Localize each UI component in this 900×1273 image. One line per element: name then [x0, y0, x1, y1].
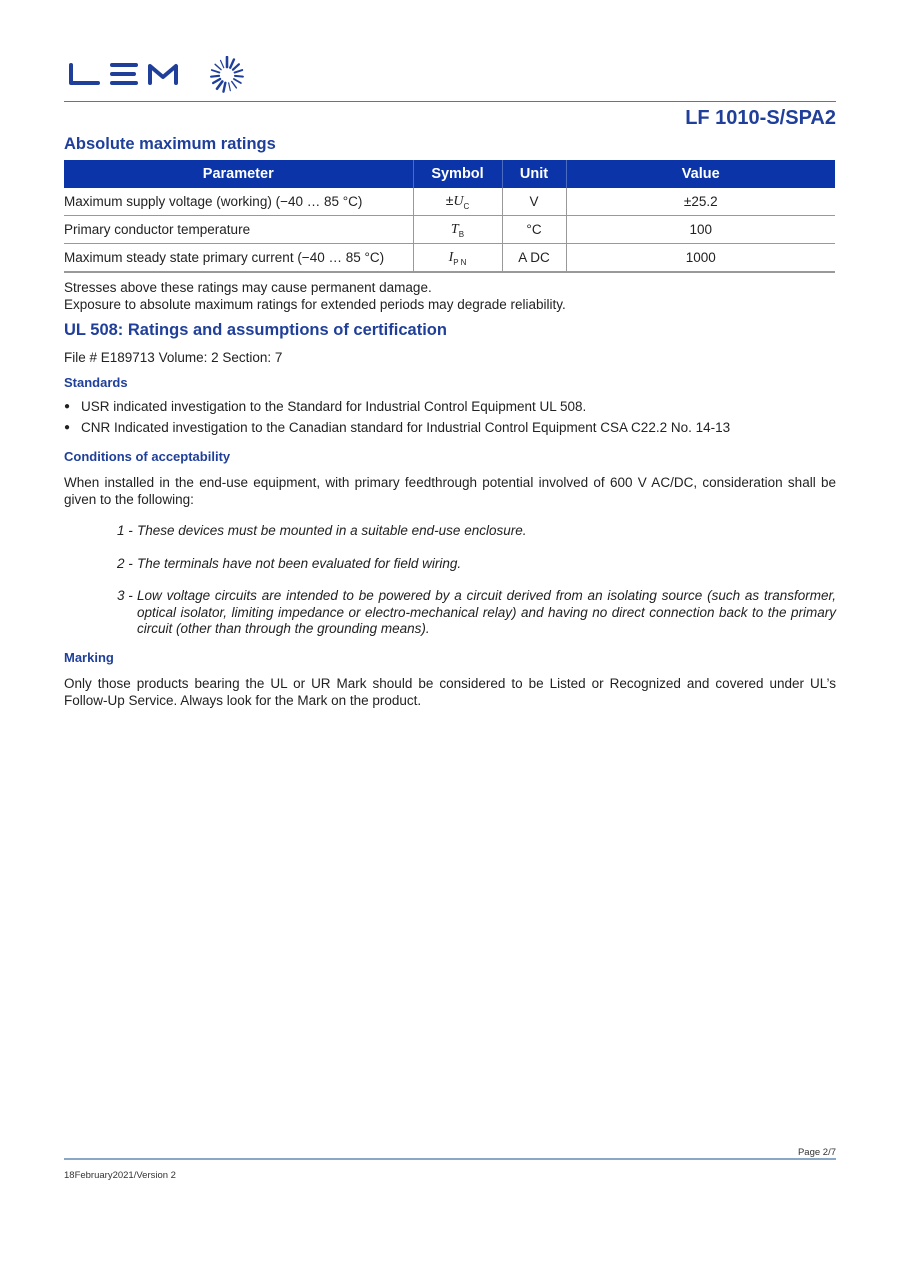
col-header-value: Value: [566, 160, 835, 188]
list-item: ● CNR Indicated investigation to the Canadian standard for Industrial Control Equipment CSA C22.2 No. 14-13: [64, 419, 730, 440]
product-title: LF 1010-S/SPA2: [685, 107, 836, 129]
cell-symbol: $T_B$: [413, 216, 502, 244]
abs-max-table: [64, 160, 835, 273]
col-header-unit: Unit: [502, 160, 566, 188]
page-number: Page 2/7: [797, 1147, 836, 1158]
table-header-row: [64, 160, 835, 188]
cell-value: 1000: [566, 244, 835, 273]
marking-text: Only those products bearing the UL or UR Mark should be considered to be Listed or Recognized and covered under UL’s Follow-Up Service. Always look for the Mark on the product.: [64, 676, 836, 708]
cell-symbol: $\pm U_C$: [413, 188, 502, 216]
footer-divider: [64, 1158, 836, 1160]
col-header-parameter: Parameter: [64, 160, 413, 188]
abs-max-note-2: Exposure to absolute maximum ratings for extended periods may degrade reliability.: [64, 297, 566, 312]
cell-parameter: Maximum supply voltage (working) (−40 … 85 °C): [64, 188, 413, 216]
table-row: [64, 244, 835, 273]
header-divider: [64, 101, 836, 102]
condition-item: [117, 523, 836, 540]
conditions-intro: When installed in the end-use equipment, with primary feedthrough potential involved of 600 V AC/DC, consideration shall be given to the following:: [64, 475, 836, 507]
cell-value: 100: [566, 216, 835, 244]
condition-text: The terminals have not been evaluated for field wiring.: [137, 556, 462, 571]
cell-symbol: $I_{P N}$: [413, 244, 502, 273]
cell-parameter: Maximum steady state primary current (−40 … 85 °C): [64, 244, 413, 273]
abs-max-note-1: Stresses above these ratings may cause permanent damage.: [64, 280, 432, 295]
conditions-heading: Conditions of acceptability: [64, 449, 231, 464]
condition-number: 1 -: [117, 523, 133, 538]
cell-unit: °C: [502, 216, 566, 244]
condition-text: Low voltage circuits are intended to be powered by a circuit derived from an isolating source (such as transformer, optical isolator, limiting impedance or electro-mechanical relay) and having no direct connection back to the primary circuit (other than through the grounding means).: [137, 588, 836, 636]
condition-item: [117, 556, 836, 573]
standards-list: [64, 398, 730, 440]
condition-number: 3 -: [117, 588, 133, 603]
cell-parameter: Primary conductor temperature: [64, 216, 413, 244]
abs-max-heading: Absolute maximum ratings: [64, 135, 276, 153]
condition-text: These devices must be mounted in a suitable end-use enclosure.: [137, 523, 527, 538]
col-header-symbol: Symbol: [413, 160, 502, 188]
cell-value: ±25.2: [566, 188, 835, 216]
table-row: [64, 188, 835, 216]
standards-heading: Standards: [64, 375, 128, 390]
ul508-file-info: File # E189713 Volume: 2 Section: 7: [64, 350, 283, 365]
condition-item: [117, 588, 836, 638]
list-item: ● USR indicated investigation to the Standard for Industrial Control Equipment UL 508.: [64, 398, 730, 419]
cell-unit: A DC: [502, 244, 566, 273]
lem-logo: [68, 56, 258, 96]
lem-wordmark-icon: [68, 56, 258, 96]
condition-number: 2 -: [117, 556, 133, 571]
table-row: [64, 216, 835, 244]
ul508-heading: UL 508: Ratings and assumptions of certification: [64, 321, 447, 339]
marking-heading: Marking: [64, 650, 114, 665]
cell-unit: V: [502, 188, 566, 216]
footer-date-version: 18February2021/Version 2: [64, 1170, 176, 1181]
